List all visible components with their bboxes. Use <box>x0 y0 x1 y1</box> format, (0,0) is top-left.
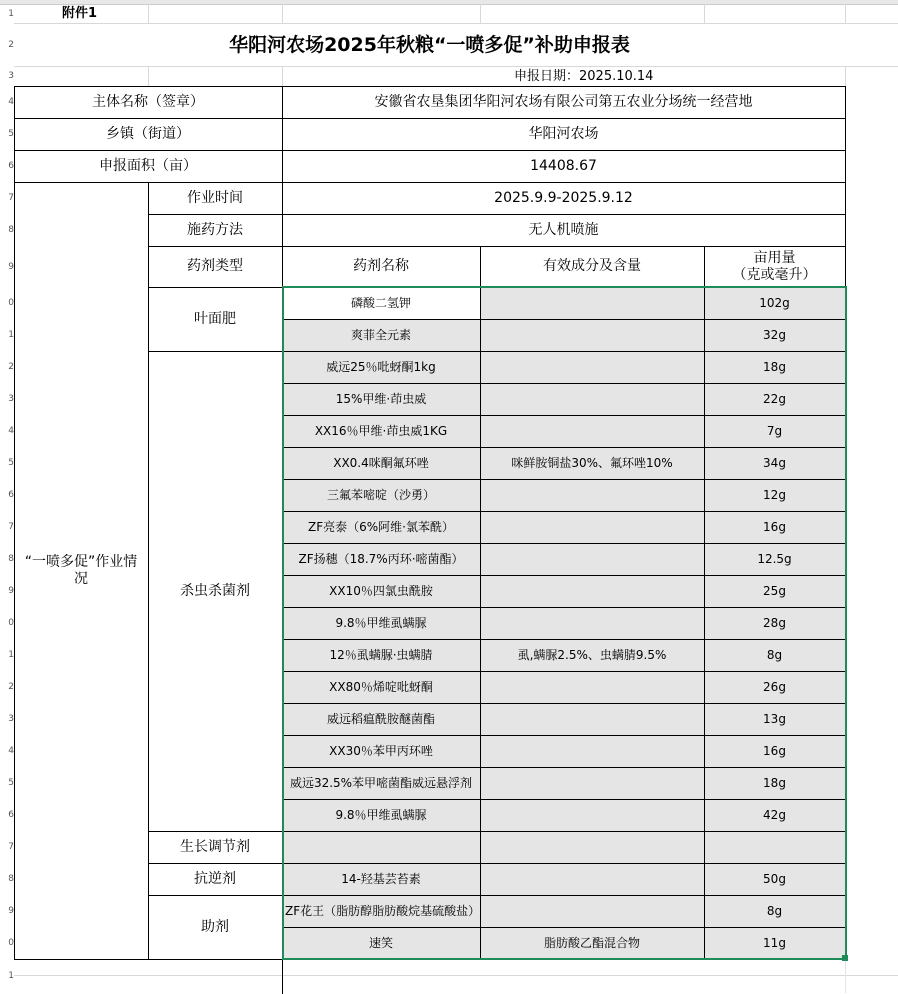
group-growth: 生长调节剂 <box>180 838 250 855</box>
operation-section-label: “一喷多促”作业情况 <box>24 553 138 587</box>
product-dosage[interactable]: 18g <box>763 776 786 790</box>
product-name[interactable]: 9.8％甲维虱螨脲 <box>335 616 427 630</box>
product-dosage[interactable]: 8g <box>766 648 783 662</box>
row-number[interactable]: 1 <box>8 971 14 981</box>
area-value: 14408.67 <box>530 157 597 174</box>
product-ingredient[interactable] <box>480 287 704 319</box>
row-number[interactable]: 5 <box>8 129 14 139</box>
row-number[interactable]: 7 <box>8 842 14 852</box>
row-number[interactable]: 8 <box>8 874 14 884</box>
attachment-label: 附件1 <box>62 6 98 21</box>
product-ingredient[interactable] <box>480 703 704 735</box>
product-ingredient[interactable] <box>480 319 704 351</box>
product-dosage[interactable]: 8g <box>766 904 783 918</box>
row-number[interactable]: 9 <box>8 906 14 916</box>
product-name[interactable]: ZF扬穗（18.7%丙环·嘧菌酯） <box>298 552 464 566</box>
product-name[interactable]: XX80％烯啶吡蚜酮 <box>329 680 433 694</box>
row-number[interactable]: 2 <box>8 362 14 372</box>
gridline <box>14 975 898 976</box>
product-ingredient[interactable] <box>480 575 704 607</box>
product-name[interactable]: ZF亮泰（6%阿维·氯苯酰） <box>308 520 454 534</box>
product-name[interactable]: 14-羟基芸苔素 <box>341 872 421 886</box>
product-dosage[interactable]: 18g <box>763 360 786 374</box>
product-dosage[interactable]: 50g <box>763 872 786 886</box>
product-name[interactable]: XX10％四氯虫酰胺 <box>329 584 433 598</box>
gridline <box>148 66 149 86</box>
product-dosage[interactable]: 13g <box>763 712 786 726</box>
product-ingredient[interactable] <box>480 735 704 767</box>
product-ingredient[interactable] <box>480 671 704 703</box>
product-dosage[interactable]: 12g <box>763 488 786 502</box>
row-number[interactable]: 0 <box>8 298 14 308</box>
product-ingredient[interactable]: 脂肪酸乙酯混合物 <box>543 936 640 950</box>
method-value: 无人机喷施 <box>528 221 599 238</box>
row-number[interactable]: 8 <box>8 554 14 564</box>
row-number[interactable]: 3 <box>8 394 14 404</box>
row-number[interactable]: 7 <box>8 193 14 203</box>
town-value: 华阳河农场 <box>528 125 599 142</box>
header-ingredient: 有效成分及含量 <box>543 258 641 274</box>
product-ingredient[interactable] <box>480 383 704 415</box>
row-number[interactable]: 3 <box>8 714 14 724</box>
row-number[interactable]: 0 <box>8 618 14 628</box>
row-number[interactable]: 5 <box>8 778 14 788</box>
border-line <box>282 959 283 994</box>
row-number[interactable]: 2 <box>8 40 14 50</box>
product-name[interactable]: 威远稻瘟酰胺醚菌酯 <box>326 712 435 726</box>
gridline <box>845 4 846 23</box>
product-ingredient[interactable] <box>480 607 704 639</box>
product-ingredient[interactable]: 咪鲜胺铜盐30%、氟环唑10% <box>511 456 673 470</box>
product-name[interactable]: 速笑 <box>368 936 393 950</box>
product-dosage[interactable]: 32g <box>763 328 786 342</box>
group-adjuvant: 助剂 <box>201 918 229 935</box>
product-name[interactable]: XX0.4咪酮氟环唑 <box>333 456 429 470</box>
time-label: 作业时间 <box>187 189 243 206</box>
page-title: 华阳河农场2025年秋粮“一喷多促”补助申报表 <box>229 33 630 56</box>
product-name[interactable] <box>282 831 480 863</box>
product-name[interactable]: 爽菲全元素 <box>350 328 411 342</box>
border-line <box>14 959 846 960</box>
row-number[interactable]: 4 <box>8 426 14 436</box>
row-number[interactable]: 4 <box>8 746 14 756</box>
product-dosage[interactable]: 42g <box>763 808 786 822</box>
product-name[interactable]: 12％虱螨脲·虫螨腈 <box>329 648 433 662</box>
entity-label: 主体名称（签章） <box>92 93 204 110</box>
product-dosage[interactable]: 28g <box>763 616 786 630</box>
header-dosage: 亩用量 （克或毫升） <box>732 249 817 283</box>
row-number[interactable]: 1 <box>8 650 14 660</box>
product-name[interactable]: 威远32.5%苯甲嘧菌酯威远悬浮剂 <box>289 776 473 790</box>
border-line <box>845 86 846 960</box>
gridline <box>282 66 283 86</box>
product-dosage[interactable]: 26g <box>763 680 786 694</box>
product-dosage[interactable]: 34g <box>763 456 786 470</box>
group-resist: 抗逆剂 <box>194 870 236 887</box>
product-ingredient[interactable] <box>480 543 704 575</box>
product-name[interactable]: 三氟苯嘧啶（沙勇） <box>326 488 435 502</box>
product-ingredient[interactable] <box>480 895 704 927</box>
product-ingredient[interactable] <box>480 511 704 543</box>
product-dosage[interactable]: 12.5g <box>757 552 792 566</box>
gridline <box>845 66 846 86</box>
group-foliar: 叶面肥 <box>194 310 236 327</box>
product-name[interactable]: XX30％苯甲丙环唑 <box>329 744 433 758</box>
gridline <box>14 66 898 67</box>
row-number[interactable]: 2 <box>8 682 14 692</box>
row-number[interactable]: 8 <box>8 225 14 235</box>
town-label: 乡镇（街道） <box>106 125 190 142</box>
header-type: 药剂类型 <box>187 258 243 274</box>
row-number[interactable]: 6 <box>8 161 14 171</box>
product-ingredient[interactable]: 虱,螨脲2.5%、虫螨腈9.5% <box>517 648 667 662</box>
product-dosage[interactable]: 102g <box>759 296 790 310</box>
time-value: 2025.9.9-2025.9.12 <box>494 189 633 206</box>
product-dosage[interactable]: 11g <box>763 936 786 950</box>
row-number[interactable]: 0 <box>8 938 14 948</box>
row-number[interactable]: 3 <box>8 71 14 81</box>
entity-value: 安徽省农垦集团华阳河农场有限公司第五农业分场统一经营地 <box>374 93 753 110</box>
product-name[interactable]: 9.8％甲维虱螨脲 <box>335 808 427 822</box>
header-name: 药剂名称 <box>353 258 409 274</box>
report-date: 申报日期：2025.10.14 <box>514 69 654 84</box>
product-name[interactable]: XX16％甲维·茚虫威1KG <box>314 424 448 438</box>
gridline <box>704 4 705 23</box>
product-ingredient[interactable] <box>480 767 704 799</box>
product-ingredient[interactable] <box>480 479 704 511</box>
product-dosage[interactable] <box>704 831 845 863</box>
row-number[interactable]: 9 <box>8 586 14 596</box>
product-dosage[interactable]: 16g <box>763 744 786 758</box>
row-number[interactable]: 6 <box>8 810 14 820</box>
gridline <box>282 4 283 23</box>
area-label: 申报面积（亩） <box>99 157 197 174</box>
method-label: 施药方法 <box>187 221 243 238</box>
row-number[interactable]: 1 <box>8 9 14 19</box>
product-dosage[interactable]: 22g <box>763 392 786 406</box>
product-ingredient[interactable] <box>480 799 704 831</box>
row-number[interactable]: 5 <box>8 458 14 468</box>
product-name[interactable]: 磷酸二氢钾 <box>350 296 411 310</box>
row-number[interactable]: 7 <box>8 522 14 532</box>
row-number[interactable]: 6 <box>8 490 14 500</box>
row-number[interactable]: 1 <box>8 330 14 340</box>
gridline <box>480 4 481 23</box>
product-ingredient[interactable] <box>480 351 704 383</box>
product-name[interactable]: 15%甲维·茚虫威 <box>335 392 427 406</box>
product-dosage[interactable]: 16g <box>763 520 786 534</box>
group-pesticide: 杀虫杀菌剂 <box>180 582 250 599</box>
product-name[interactable]: ZF花王（脂肪醇脂肪酸烷基硫酸盐） <box>285 904 481 918</box>
product-dosage[interactable]: 25g <box>763 584 786 598</box>
row-number[interactable]: 9 <box>8 262 14 272</box>
row-number[interactable]: 4 <box>8 97 14 107</box>
product-ingredient[interactable] <box>480 863 704 895</box>
product-ingredient[interactable] <box>480 831 704 863</box>
product-dosage[interactable]: 7g <box>766 424 783 438</box>
product-ingredient[interactable] <box>480 415 704 447</box>
product-name[interactable]: 威远25％吡蚜酮1kg <box>326 360 436 374</box>
